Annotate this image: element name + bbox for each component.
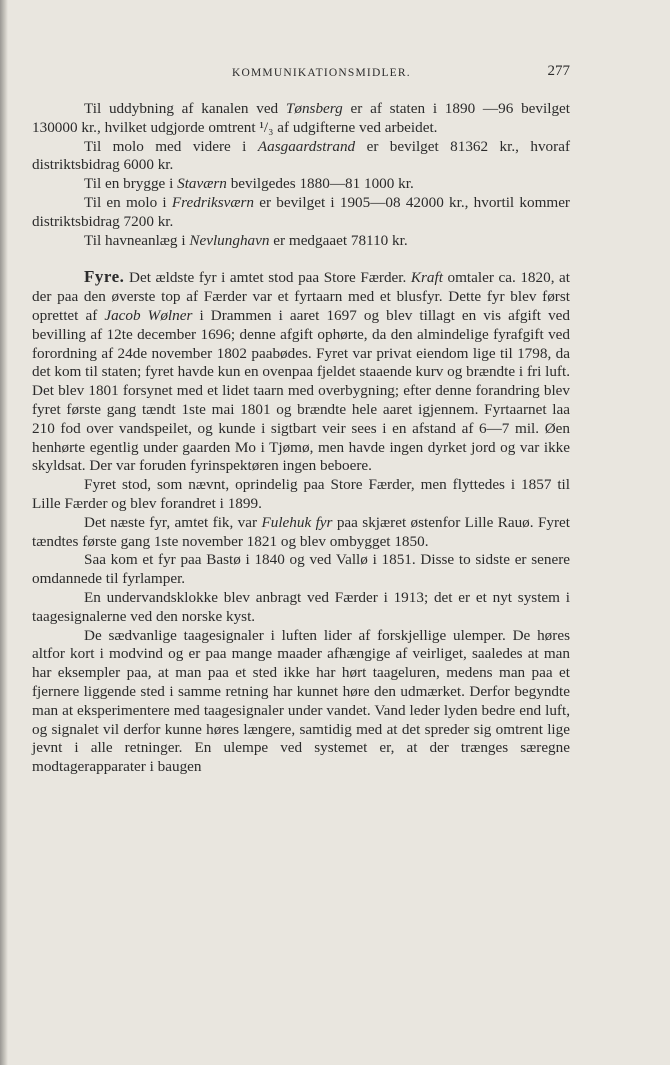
paragraph-tonsberg: Til uddybning af kanalen ved Tønsberg er af staten i 1890 —96 bevilget 130000 kr., hvilket udgjorde omtrent ¹/₃ af udgifterne ved arbeidet. <box>32 100 570 136</box>
paragraph-aasgaardstrand: Til molo med videre i Aasgaardstrand er bevilget 81362 kr., hvoraf distriktsbidrag 6000 kr. <box>32 137 570 174</box>
book-spine-shadow <box>0 0 8 1065</box>
paragraph-undervandsklokke: En undervandsklokke blev anbragt ved Færder i 1913; det er et nyt system i taagesignalerne ved den norske kyst. <box>32 588 570 625</box>
paragraph-fyret-stod: Fyret stod, som nævnt, oprindelig paa Store Færder, men flyttedes i 1857 til Lille Færder og blev forandret i 1899. <box>32 476 570 512</box>
harbour-grants-section <box>32 100 570 250</box>
place-name: Nevlunghavn <box>189 231 270 249</box>
paragraph-basto-vallo: Saa kom et fyr paa Bastø i 1840 og ved Vallø i 1851. Disse to sidste er senere omdannede til fyrlamper. <box>32 551 570 588</box>
place-name: Fulehuk fyr <box>261 513 333 531</box>
section-heading: Fyre. <box>84 267 125 287</box>
page-number: 277 <box>547 63 570 79</box>
paragraph-nevlunghavn: Til havneanlæg i Nevlunghavn er medgaaet 78110 kr. <box>84 231 408 249</box>
book-page <box>32 62 570 777</box>
paragraph-fulehuk: Det næste fyr, amtet fik, var Fulehuk fyr paa skjæret østenfor Lille Rauø. Fyret tændtes første gang 1ste november 1821 og blev ombygget 1850. <box>32 513 571 550</box>
paragraph-stavaern: Til en brygge i Staværn bevilgedes 1880—81 1000 kr. <box>84 175 414 193</box>
lighthouse-section <box>32 268 570 777</box>
fraction: ¹/₃ <box>259 118 274 136</box>
place-name: Staværn <box>177 175 227 193</box>
place-name: Tønsberg <box>285 100 343 117</box>
person-name: Jacob Wølner <box>104 306 193 324</box>
paragraph-fyre-intro: Fyre. Det ældste fyr i amtet stod paa Store Færder. Kraft omtaler ca. 1820, at der paa den øverste top af Færder var et fyrtaarn med et blusfyr. Dette fyr blev først oprettet af Jacob Wølner i Drammen i aaret 1697 og blev tillagt en vis afgift ved bevilling af 12te december 1696; denne afgift ophørte, da den almindelige fyrafgift ved forordning af 24de november 1802 paabødes. Fyret var privat eiendom lige til 1798, da det kom til staten; fyret havde kun en ovenpaa fjeldet staaende kurv og brændte i fri luft. Det blev 1801 forsynet med et lidet taarn med overbygning; efter denne forandring blev fyret første gang tændt 1ste mai 1801 og brændte hele aaret igjennem. Fyrtaarnet laa 210 fod over vandspeilet, og kunde i sigtbart veir sees i en afstand af 6—7 mil. Øen henhørte egentlig under gaarden Mo i Tjømø, men havde ingen dyrket jord og var ikke skyldsat. Der var foruden fyrinspektøren ingen beboere. <box>32 267 571 475</box>
person-name: Kraft <box>410 269 443 287</box>
paragraph-taagesignaler: De sædvanlige taagesignaler i luften lider af forskjellige ulemper. De høres altfor kort i modvind og er paa mange maader afhængige af veirliget, saaledes at man har eksempler paa, at man paa et sted ikke har hørt taageluren, medens man paa et fjernere liggende sted i samme retning har kunnet høre den udmærket. Derfor begyndte man at eksperimentere med taagesignaler under vandet. Vand leder lyden bedre end luft, og signalet vil derfor kunne høres længere, samtidig med at det spreder sig omtrent lige jevnt i alle retninger. En ulempe ved systemet er, at der trænges særegne modtagerapparater i baugen <box>32 626 570 776</box>
place-name: Aasgaardstrand <box>257 137 356 155</box>
running-head: KOMMUNIKATIONSMIDLER. <box>232 67 411 79</box>
paragraph-fredriksvaern: Til en molo i Fredriksværn er bevilget i 1905—08 42000 kr., hvortil kommer distriktsbidrag 7200 kr. <box>32 193 570 230</box>
page-header <box>32 62 570 92</box>
place-name: Fredriksværn <box>171 193 254 211</box>
